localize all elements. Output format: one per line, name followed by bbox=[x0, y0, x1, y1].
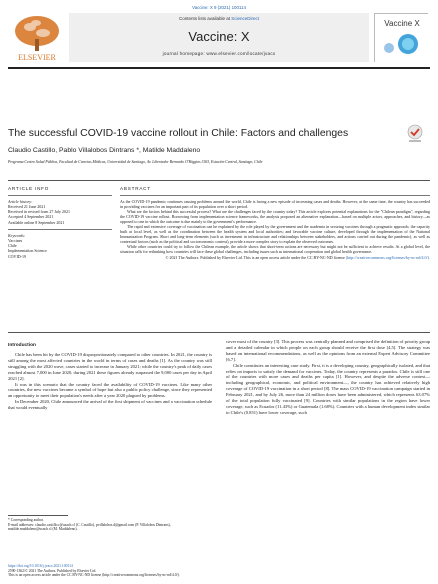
section-divider bbox=[8, 332, 430, 333]
copyright-text: © 2021 The Authors. Published by Elsevier Ltd. This is an open access article under the CC BY-NC-ND license bbox=[165, 254, 345, 260]
keyword: Vaccines bbox=[8, 238, 23, 244]
article-history bbox=[8, 199, 112, 225]
keywords-label: Keywords: bbox=[8, 233, 26, 238]
body-paragraph: It was in this scenario that the country faced the availability of COVID-19 vaccines. Like many other countries, the new vaccines became a symbol of hope but also a public policy challenge, since they represented an opportunity to meet their population's needs after a year 2020 plagued by problems. bbox=[8, 381, 212, 399]
page-footer bbox=[8, 564, 430, 578]
abstract-paragraph: What are the factors behind this successful process? What are the challenges faced by the country today? This article explores potential explanations for the "Chilean paradigm", regarding the COVID-19 vaccine rollout. Borrowing from implementation science frameworks, the analysis proposed an alternative explanation—based on multiple actors, approaches, and history—as opposed to one in which the outcome is due mainly to the government's performance. bbox=[120, 209, 430, 225]
journal-cover-image bbox=[375, 14, 429, 63]
author-affiliation: Programa Centro Salud Pública, Facultad de Ciencias Médicas, Universidad de Santiago, Av. Libertador Bernardo O'Higgins 3363, Estación Central, Santiago, Chile bbox=[8, 160, 263, 164]
issn-line: 2590-1362/© 2021 The Authors. Published by Elsevier Ltd. bbox=[8, 568, 97, 573]
body-paragraph: Chile constitutes an interesting case study. First, it is a developing country, geographically isolated, and that relies on imports to satisfy the demand for vaccines. Today, the country represents a paradox. Chile is still one of the countries with more cases and deaths per capita [1]. However, and despite the adverse context—including geographical, economic, and political environment—, the country has achieved relatively high coverage of COVID-19 vaccination in a short period [8]. The mass COVID-19 vaccination campaign started in February 2021, and by July 26, more than 24 million doses have been administered, which represents 63.07% of the total population fully vaccinated [9]. Countries with similar populations in the region have lower coverage, such as Ecuador (11.43%) or Guatemala (1.68%). Countries with a human development index similar to Chile's (0.851) have lower coverage, such bbox=[226, 362, 430, 415]
journal-citation[interactable]: Vaccine: X 9 (2021) 100114 bbox=[192, 5, 246, 10]
email-addresses[interactable]: E-mail addresses: claudio.castillo.r@usach.cl (C. Castillo), pvillalobos.d@gmail.com (P. Villalobos Dintrans), matilde.maddaleno@usach.cl (M. Maddaleno). bbox=[8, 522, 171, 532]
elsevier-logo bbox=[8, 13, 66, 65]
header-rule bbox=[8, 67, 430, 69]
license-line: This is an open access article under the CC BY-NC-ND license (http://creativecommons.org/licenses/by-nc-nd/4.0/). bbox=[8, 573, 180, 578]
body-paragraph: In December 2020, Chile announced the arrival of the first shipment of vaccines and a vaccination schedule that would eventually bbox=[8, 399, 212, 411]
corresponding-author-note: * Corresponding author. bbox=[8, 518, 44, 522]
abstract-heading: ABSTRACT bbox=[120, 186, 151, 191]
keyword: Chile bbox=[8, 243, 17, 249]
section-divider bbox=[8, 180, 430, 181]
article-authors: Claudio Castillo, Pablo Villalobos Dintrans *, Matilde Maddaleno bbox=[8, 147, 201, 154]
publisher-logo-text: ELSEVIER bbox=[18, 53, 56, 62]
history-received: Received 21 June 2021 bbox=[8, 204, 46, 210]
check-for-updates-icon[interactable] bbox=[404, 123, 426, 145]
history-label: Article history: bbox=[8, 199, 33, 204]
keywords bbox=[8, 233, 112, 259]
article-info-heading: ARTICLE INFO bbox=[8, 186, 50, 191]
introduction-heading: Introduction bbox=[8, 343, 36, 348]
body-column-left bbox=[8, 352, 212, 411]
abstract-paragraph: The rapid and extensive coverage of vaccination can be explained by the role played by the government and the academia in securing vaccines through a pragmatic approach; the capacity built at local level, as well as the coordination between the health system and local authorities; and favorable vaccine culture, developed through the implementation of the National Immunization Program. Short and long-term elements (such as investment in infrastructure and relationships between stakeholders, and actions carried out during the pandemic), as well as contextual factors (such as the political and socioeconomic context), provide a more complex story to explain the observed outcomes. bbox=[120, 224, 430, 245]
sciencedirect-link[interactable]: ScienceDirect bbox=[231, 16, 260, 21]
body-column-right bbox=[226, 339, 430, 416]
copyright-notice bbox=[120, 255, 430, 260]
body-paragraph: Chile has been hit by the COVID-19 disproportionately compared to other countries. In 2021, the country is still among the most affected countries in the world in terms of cases and deaths [1]. As the country was still struggling with the 2020 wave, cases started to increase in January 2021; while the country's peak of daily cases reached almost 7,000 in June 2020, during 2021 these figures already surpassed the 9,000 cases per day in April 2021 [2]. bbox=[8, 352, 212, 381]
body-paragraph: cover most of the country [3]. This process was centrally planned and comprised the definition of priority group and a detailed calendar in which people on each group should receive the first dose [4,5]. The strategy was based on international recommendations, as well as the opinions from an external Expert Advisory Committee [6,7]. bbox=[226, 339, 430, 362]
keyword: Implementation Science bbox=[8, 248, 47, 254]
abstract-body bbox=[120, 199, 430, 260]
journal-title: Vaccine: X bbox=[188, 29, 250, 44]
cover-text: Vaccine X bbox=[384, 19, 420, 28]
contents-line bbox=[69, 16, 369, 21]
abstract-paragraph: While other countries could try to follow the Chilean example, the article shows that short-term actions are necessary but might not be sufficient to achieve results. At a global level, the situation calls for rethinking how countries will face these global challenges, including issues such as international cooperation and global health governance. bbox=[120, 244, 430, 255]
abstract-paragraph: As the COVID-19 pandemic continues causing problems around the world, Chile is facing a new episode of increasing cases and deaths. However, at the same time, the country has succeeded in providing vaccines for an important part of its population over a short period. bbox=[120, 199, 430, 210]
license-link[interactable]: (http://creativecommons.org/licenses/by-nc-nd/4.0/). bbox=[345, 254, 430, 260]
doi-link[interactable]: https://doi.org/10.1016/j.jvacx.2021.100114 bbox=[8, 564, 73, 568]
journal-cover bbox=[374, 13, 428, 62]
footnote bbox=[8, 518, 212, 532]
contents-prefix: Contents lists available at bbox=[178, 16, 232, 21]
history-online: Available online 8 September 2021 bbox=[8, 219, 65, 225]
history-revised: Received in revised form 27 July 2021 bbox=[8, 209, 70, 215]
article-title: The successful COVID-19 vaccine rollout in Chile: Factors and challenges bbox=[8, 128, 349, 139]
history-accepted: Accepted 4 September 2021 bbox=[8, 214, 54, 220]
journal-homepage[interactable]: journal homepage: www.elsevier.com/locate/jvacx bbox=[162, 51, 276, 56]
keyword: COVID-19 bbox=[8, 253, 26, 259]
elsevier-tree-icon bbox=[8, 13, 66, 65]
